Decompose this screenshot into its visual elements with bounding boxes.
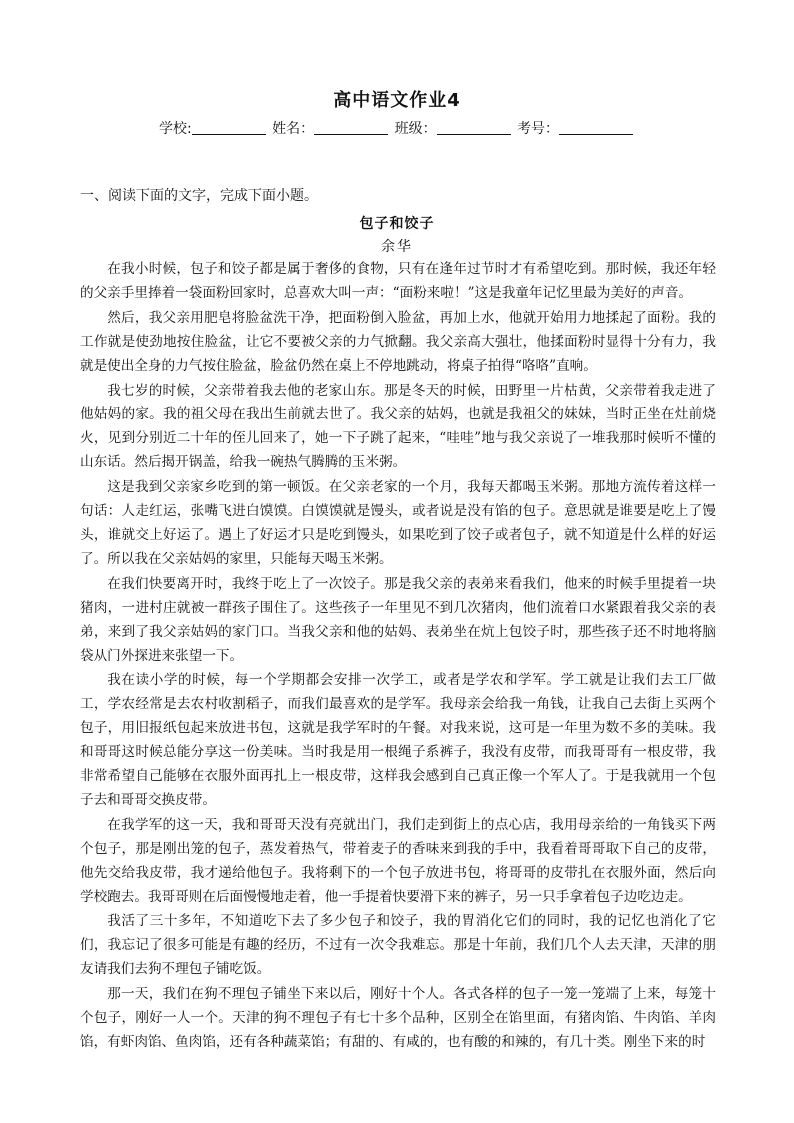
article-paragraph: 在我小时候，包子和饺子都是属于奢侈的食物，只有在逢年过节时才有希望吃到。那时候，我还年轻的父亲手里捧着一袋面粉回家时，总喜欢大叫一声：“面粉来啦！”这是我童年记忆里最为美好的声音。 — [80, 261, 716, 301]
class-field — [395, 118, 513, 138]
school-field — [159, 118, 268, 138]
article-paragraph: 我在读小学的时候，每一个学期都会安排一次学工，或者是学农和学军。学工就是让我们去工厂做工，学农经常是去农村收割稻子，而我们最喜欢的是学军。我母亲会给我一角钱，让我自己去街上买两个包子，用旧报纸包起来放进书包，这就是我学军时的午餐。对我来说，这可是一年里为数不多的美味。我和哥哥这时候总能分享这一份美味。当时我是用一根绳子系裤子，我没有皮带，而我哥哥有一根皮带，我非常希望自己能够在衣服外面再扎上一根皮带，这样我会感到自己真正像一个军人了。于是我就用一个包子去和哥哥交换皮带。 — [80, 672, 716, 808]
name-field — [272, 118, 390, 138]
class-label: 班级： — [394, 121, 437, 137]
class-blank[interactable] — [437, 120, 511, 135]
article-author: 余华 — [381, 239, 413, 255]
article-title: 包子和饺子 — [359, 216, 435, 232]
article-paragraph: 我活了三十多年，不知道吃下去了多少包子和饺子，我的胃消化它们的同时，我的记忆也消化了它们，我忘记了很多可能是有趣的经历，不过有一次令我难忘。那是十年前，我们几个人去天津，天津的朋友请我们去狗不理包子铺吃饭。 — [80, 913, 716, 978]
name-blank[interactable] — [314, 120, 388, 135]
school-label: 学校: — [158, 121, 192, 137]
exam-number-label: 考号： — [517, 121, 560, 137]
article-paragraph: 那一天，我们在狗不理包子铺坐下来以后，刚好十个人。各式各样的包子一笼一笼端了上来，每笼十个包子，刚好一人一个。天津的狗不理包子有七十多个品种，区别全在馅里面，有猪肉馅、牛肉馅、羊肉馅，有虾肉馅、鱼肉馅，还有各种蔬菜馅；有甜的、有咸的，也有酸的和辣的，有几十类。刚坐下来的时 — [80, 986, 716, 1050]
article-paragraph: 然后，我父亲用肥皂将脸盆洗干净，把面粉倒入脸盆，再加上水，他就开始用力地揉起了面粉。我的工作就是使劲地按住脸盆，让它不要被父亲的力气掀翻。我父亲高大强壮，他揉面粉时显得十分有力，我就是使出全身的力气按住脸盆，脸盆仍然在桌上不停地跳动，将桌子拍得“咯咯”直响。 — [80, 309, 716, 374]
section-heading: 一、阅读下面的文字，完成下面小题。 — [80, 188, 318, 204]
exam-number-field — [517, 118, 635, 138]
name-label: 姓名： — [272, 121, 315, 137]
student-info-row — [0, 118, 794, 138]
article-paragraph: 这是我到父亲家乡吃到的第一顿饭。在父亲老家的一个月，我每天都喝玉米粥。那地方流传着这样一句话：人走红运，张嘴飞进白馍馍。白馍馍就是馒头，或者说是没有馅的包子。意思就是谁要是吃上了馒头，谁就交上好运了。遇上了好运才只是吃到馒头，如果吃到了饺子或者包子，就不知道是什么样的好运了。所以我在父亲姑妈的家里，只能每天喝玉米粥。 — [80, 479, 716, 567]
page-title: 高中语文作业4 — [333, 90, 461, 111]
article-paragraph: 我七岁的时候，父亲带着我去他的老家山东。那是冬天的时候，田野里一片枯黄，父亲带着我走进了他姑妈的家。我的祖父母在我出生前就去世了。我父亲的姑妈，也就是我祖父的妹妹，当时正坐在灶前烧火，见到分别近二十年的侄儿回来了，她一下子跳了起来，“哇哇”地与我父亲说了一堆我那时候听不懂的山东话。然后揭开锅盖，给我一碗热气腾腾的玉米粥。 — [80, 382, 716, 471]
article-body — [80, 258, 716, 1056]
article-paragraph: 在我们快要离开时，我终于吃上了一次饺子。那是我父亲的表弟来看我们，他来的时候手里提着一块猪肉，一进村庄就被一群孩子围住了。这些孩子一年里见不到几次猪肉，他们流着口水紧跟着我父亲的表弟，来到了我父亲姑妈的家门口。当我父亲和他的姑妈、表弟坐在炕上包饺子时，那些孩子还不时地将脑袋从门外探进来张望一下。 — [80, 575, 716, 664]
article-paragraph: 在我学军的这一天，我和哥哥天没有亮就出门，我们走到街上的点心店，我用母亲给的一角钱买下两个包子，那是刚出笼的包子，蒸发着热气，带着麦子的香味来到我的手中，我看着哥哥取下自己的皮带，他先交给我皮带，我才递给他包子。我将剩下的一个包子放进书包，将哥哥的皮带扎在衣服外面，然后向学校跑去。我哥哥则在后面慢慢地走着，他一手提着快要滑下来的裤子，另一只手拿着包子边吃边走。 — [80, 816, 716, 905]
school-blank[interactable] — [192, 120, 266, 135]
exam-number-blank[interactable] — [559, 120, 633, 135]
